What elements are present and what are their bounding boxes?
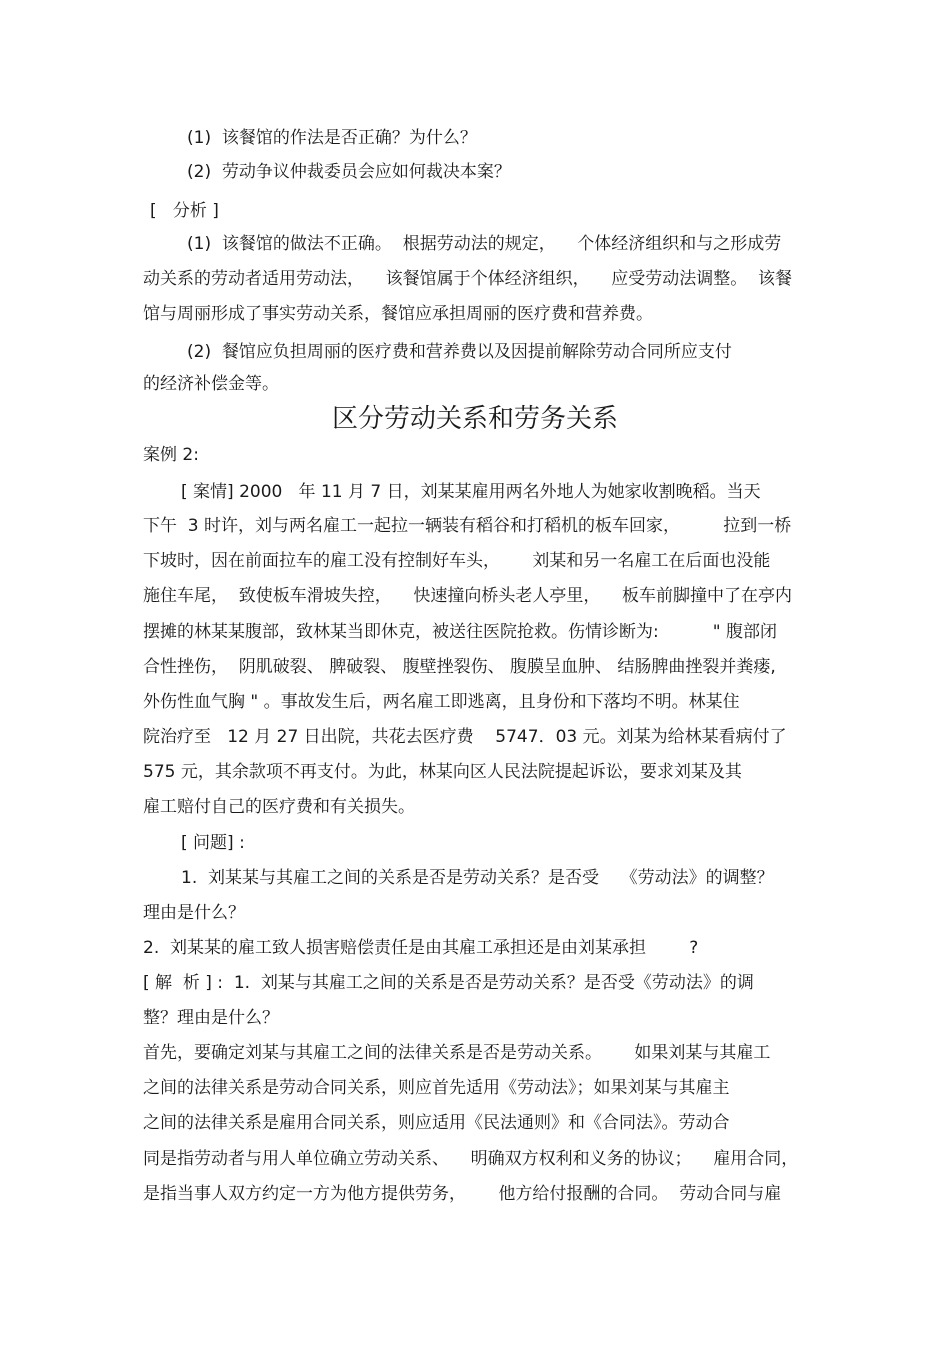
case-question-line: 2. 刘某某的雇工致人损害赔偿责任是由其雇工承担还是由刘某承担 ? xyxy=(143,938,699,958)
analysis-line: 馆与周丽形成了事实劳动关系，餐馆应承担周丽的医疗费和营养费。 xyxy=(143,304,653,324)
case-facts-line: 合性挫伤， 阴肌破裂、 脾破裂、 腹壁挫裂伤、 腹膜呈血肿、 结肠脾曲挫裂并粪瘘, xyxy=(143,657,776,677)
analysis-line: 动关系的劳动者适用劳动法， 该餐馆属于个体经济组织， 应受劳动法调整。 该餐 xyxy=(143,269,793,289)
case-facts-line: 下午 3 时许，刘与两名雇工一起拉一辆装有稻谷和打稻机的板车回家， 拉到一桥 xyxy=(143,516,792,536)
case-facts-line: 外伤性血气胸 " 。事故发生后，两名雇工即逃离，且身份和下落均不明。林某住 xyxy=(143,692,740,712)
case-label: 案例 2: xyxy=(143,445,199,465)
analysis-line: 的经济补偿金等。 xyxy=(143,374,279,394)
case-facts-line: 院治疗至 12 月 27 日出院，共花去医疗费 5747．03 元。刘某为给林某看病付了 xyxy=(143,727,787,747)
jiexi-line: 整？理由是什么？ xyxy=(143,1008,279,1028)
question-heading: [ 问题] : xyxy=(181,833,245,853)
jiexi-line: 是指当事人双方约定一方为他方提供劳务， 他方给付报酬的合同。 劳动合同与雇 xyxy=(143,1184,782,1204)
question-1: (1) 该餐馆的作法是否正确？为什么？ xyxy=(187,128,477,148)
case-question-line: 1. 刘某某与其雇工之间的关系是否是劳动关系？是否受 《劳动法》的调整？ xyxy=(181,868,774,888)
analysis-line: (1) 该餐馆的做法不正确。 根据劳动法的规定， 个体经济组织和与之形成劳 xyxy=(187,234,782,254)
case-question-line: 理由是什么？ xyxy=(143,903,245,923)
question-2: (2) 劳动争议仲裁委员会应如何裁决本案？ xyxy=(187,162,511,182)
jiexi-line: 之间的法律关系是雇用合同关系，则应适用《民法通则》和《合同法》。劳动合 xyxy=(143,1113,730,1133)
case-facts-line: 施住车尾， 致使板车滑坡失控， 快速撞向桥头老人亭里， 板车前脚撞中了在亭内 xyxy=(143,586,793,606)
jiexi-line: 之间的法律关系是劳动合同关系，则应首先适用《劳动法》；如果刘某与其雇主 xyxy=(143,1078,730,1098)
case-facts-line: 摆摊的林某某腹部，致林某当即休克，被送往医院抢救。伤情诊断为: " 腹部闭 xyxy=(143,622,777,642)
case-facts-line: 雇工赔付自己的医疗费和有关损失。 xyxy=(143,797,415,817)
case-facts-line: 下坡时，因在前面拉车的雇工没有控制好车头， 刘某和另一名雇工在后面也没能 xyxy=(143,551,771,571)
section-title: 区分劳动关系和劳务关系 xyxy=(331,404,618,434)
case-facts-line: 575 元，其余款项不再支付。为此，林某向区人民法院提起诉讼，要求刘某及其 xyxy=(143,762,742,782)
analysis-line: (2) 餐馆应负担周丽的医疗费和营养费以及因提前解除劳动合同所应支付 xyxy=(187,342,732,362)
analysis-heading: [ 分析 ] xyxy=(150,201,219,221)
case-facts-line: [ 案情] 2000 年 11 月 7 日，刘某某雇用两名外地人为她家收割晚稻。当天 xyxy=(181,482,761,502)
jiexi-line: 同是指劳动者与用人单位确立劳动关系、 明确双方权利和义务的协议； 雇用合同， xyxy=(143,1149,799,1169)
jiexi-line: [ 解 析 ] : 1. 刘某与其雇工之间的关系是否是劳动关系？是否受《劳动法》的调 xyxy=(143,973,754,993)
jiexi-line: 首先，要确定刘某与其雇工之间的法律关系是否是劳动关系。 如果刘某与其雇工 xyxy=(143,1043,771,1063)
